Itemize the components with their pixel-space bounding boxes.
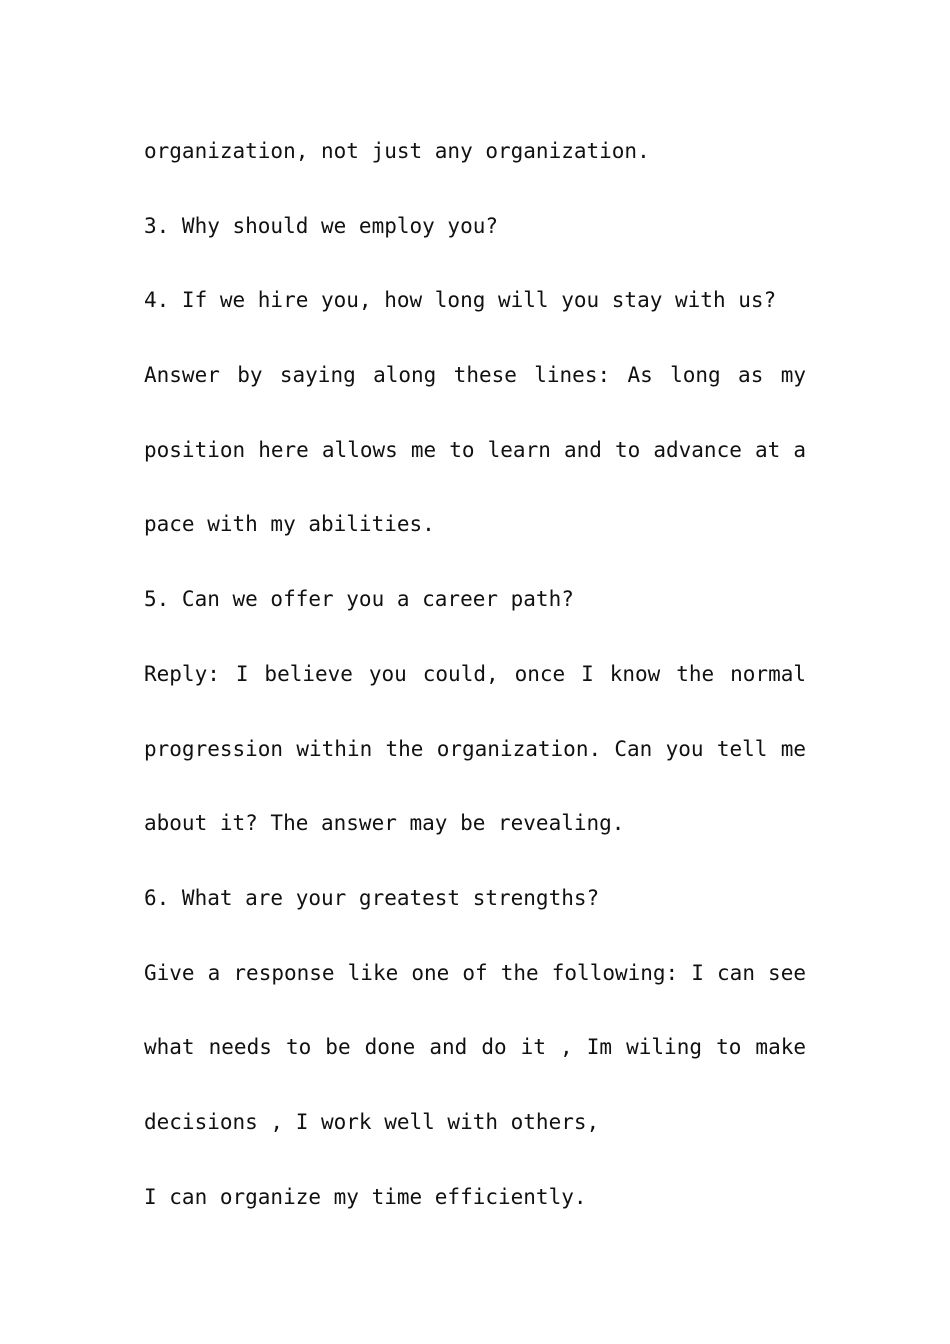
question-5: 5. Can we offer you a career path? — [144, 587, 574, 612]
answer-5-line: Reply: I believe you could, once I know the normal — [144, 661, 806, 686]
answer-4-line: position here allows me to learn and to advance at a — [144, 437, 806, 462]
answer-4-line: pace with my abilities. — [144, 512, 435, 537]
question-4: 4. If we hire you, how long will you stay with us? — [144, 288, 777, 313]
answer-6-line: Give a response like one of the following: I can see — [144, 960, 806, 985]
answer-4-line: Answer by saying along these lines: As long as my — [144, 363, 806, 388]
answer-6-line: decisions , I work well with others, — [144, 1109, 600, 1134]
answer-5-line: progression within the organization. Can you tell me — [144, 736, 806, 761]
answer-6-line: I can organize my time efficiently. — [144, 1184, 587, 1209]
answer-6-line: what needs to be done and do it , Im wiling to make — [144, 1035, 806, 1060]
text-line: organization, not just any organization. — [144, 139, 650, 163]
question-3: 3. Why should we employ you? — [144, 213, 499, 238]
document-body — [144, 131, 806, 1251]
question-6: 6. What are your greatest strengths? — [144, 885, 600, 910]
answer-5-line: about it? The answer may be revealing. — [144, 811, 625, 836]
